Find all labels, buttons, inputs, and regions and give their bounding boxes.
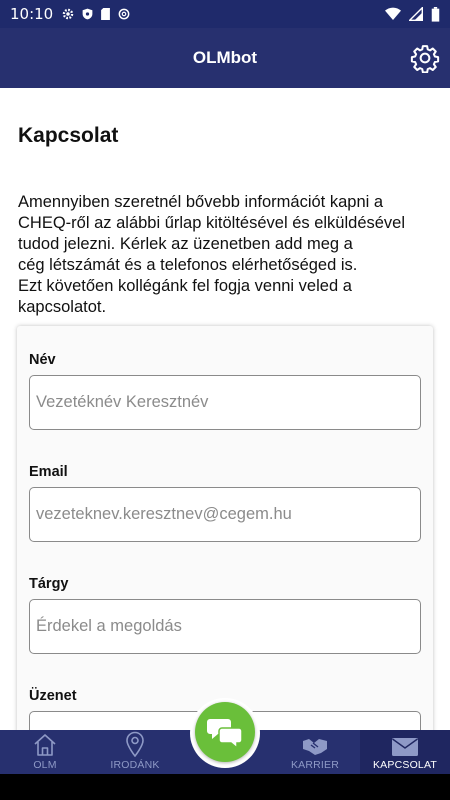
app-title: OLMbot: [192, 48, 258, 67]
system-nav-bar: [0, 774, 450, 800]
subject-label: Tárgy: [29, 576, 69, 592]
status-bar: [0, 0, 450, 28]
contact-content: [0, 88, 450, 730]
nav-label-olm: OLM: [33, 759, 57, 771]
name-placeholder: Vezetéknév Keresztnév: [36, 393, 209, 411]
message-label: Üzenet: [29, 688, 77, 704]
contact-form-card: [17, 326, 433, 730]
signal-icon: [409, 7, 423, 21]
sdcard-status-icon: [100, 7, 111, 21]
wifi-icon: [385, 7, 401, 21]
name-label: Név: [29, 352, 56, 368]
settings-status-icon: [117, 7, 131, 21]
name-field[interactable]: [29, 375, 421, 430]
subject-placeholder: Érdekel a megoldás: [36, 617, 182, 635]
email-field[interactable]: [29, 487, 421, 542]
shield-status-icon: [81, 7, 94, 21]
nav-item-irodank[interactable]: [90, 730, 180, 774]
email-label: Email: [29, 464, 68, 480]
nav-label-irodank: IRODÁNK: [110, 759, 160, 771]
nav-item-olm[interactable]: [0, 730, 90, 774]
app-bar: [0, 28, 450, 88]
mail-icon: [391, 737, 419, 757]
chat-icon: [206, 715, 244, 749]
nav-item-karrier[interactable]: [270, 730, 360, 774]
gear-icon[interactable]: [410, 43, 440, 73]
battery-icon: [431, 7, 440, 22]
nav-label-kapcsolat: KAPCSOLAT: [372, 759, 438, 771]
handshake-icon: [301, 735, 329, 757]
home-icon: [32, 733, 58, 757]
page-title: Kapcsolat: [18, 124, 119, 147]
email-placeholder: vezeteknev.keresztnev@cegem.hu: [36, 505, 292, 523]
subject-field[interactable]: [29, 599, 421, 654]
location-pin-icon: [124, 731, 146, 757]
nav-label-karrier: KARRIER: [290, 759, 340, 771]
nav-item-kapcsolat[interactable]: [360, 730, 450, 774]
gear-status-icon: [61, 7, 75, 21]
chat-button[interactable]: [195, 702, 255, 762]
intro-text: Amennyiben szeretnél bővebb információt kapni a CHEQ-ről az alábbi űrlap kitöltésével és elküldésével tudod jelezni. Kérlek az üzenetben add meg a cég létszámát és a telefonos elérhetőséged is. Ezt követően kollégánk fel fogja venni veled a kapcsolatot.: [18, 193, 406, 316]
status-time: 10:10: [10, 5, 54, 23]
